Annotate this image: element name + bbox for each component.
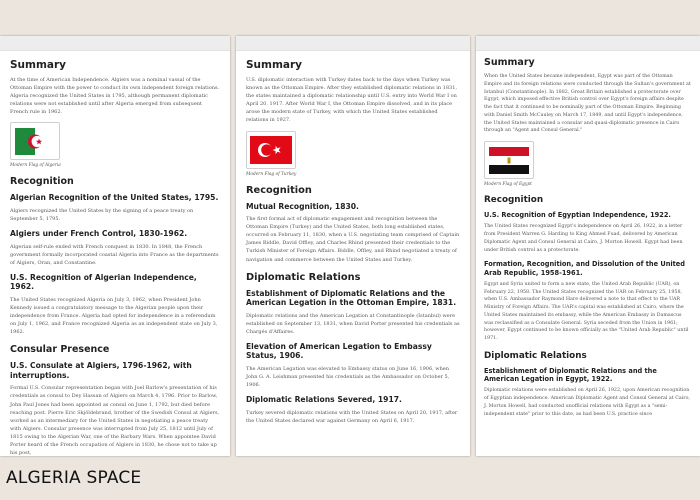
paragraph: Formal U.S. Consular representation began with Joel Barlow's presentation of his credentials as consul to Dey Hassan of Algiers on March 4, 1796. Prior to Barlow, John Paul Jones had been appointed as consul on June 1, 1792, but died before reaching post. Pierre Eric Skjöldebrand, brother of the Swedish Consul at Algiers, worked as an intermediary for the United States in negotiating a peace treaty with Algiers. Consular presence was interrupted from July 25, 1812 until July of 1815 owing to the Algerian War, one of the Barbary Wars. When appointee David Porter heard of the French occupation of Algiers in 1830, he chose not to take up his post,: [10, 385, 220, 456]
flag-caption: Modern Flag of Egypt: [484, 182, 532, 188]
subheading: U.S. Consulate at Algiers, 1796-1962, with interruptions.: [10, 361, 192, 380]
summary-text: U.S. diplomatic interaction with Turkey dates back to the days when Turkey was known as the Ottoman Empire. After they established diplomatic relations in 1831, the states maintained a diplomatic relationship until U.S. entry into World War I on April 20, 1917. After World War I, the Ottoman Empire dissolved, and in its place arose the modern state of Turkey, with which the United States established relations in 1927.: [246, 77, 457, 124]
flag-turkey-image[interactable]: [246, 131, 296, 169]
summary-heading: Summary: [484, 57, 535, 68]
panel-header-strip: [0, 36, 230, 51]
section-heading-recognition: Recognition: [10, 176, 74, 188]
subheading: Algerian Recognition of the United States, 1795.: [10, 193, 219, 203]
paragraph: Algiers recognized the United States by the signing of a peace treaty on September 5, 1795.: [10, 207, 194, 223]
subheading: Diplomatic Relations Severed, 1917.: [246, 395, 402, 405]
section-heading-recognition: Recognition: [246, 184, 312, 196]
turkey-flag-icon: [250, 136, 292, 164]
paragraph: Egypt and Syria united to form a new state, the United Arab Republic (UAR), on February 22, 1958. The United States recognized the UAR on February 25, 1958, when U.S. Ambassador Raymond Hare delivered a note to that effect to the UAR Ministry of Foreign Affairs. The UAR's capital was established at Cairo, where the United States maintained its embassy, while the American Embassy in Damascus was reclassified as a Consulate General. Syria seceded from the Union in 1961; however, Egypt continued to be known officially as the "United Arab Republic" until 1971.: [484, 281, 689, 342]
flag-caption: Modern Flag of Turkey: [246, 171, 297, 177]
summary-text: When the United States became independent, Egypt was part of the Ottoman Empire and its foreign relations were conducted through the Sultan's government at Istanbul (Constantinople). In 1882, Great Britain established a protectorate over Egypt, which imposed effective British control over Egypt's foreign affairs despite the fact that it continued to be nominally part of the Ottoman Empire. Beginning with Daniel Smith McCauley on March 17, 1849, and until Egypt's independence, the United States maintained a consular and quasi-diplomatic presence in Cairo through an "Agent and Consul General.": [484, 74, 691, 134]
paragraph: Diplomatic relations were established on April 26, 1922, upon American recognition of Egyptian independence. American Diplomatic Agent and Consul General at Cairo, J. Morton Howell, had conducted unofficial relations with Egypt as a "semi-independent state" prior to this date, as had been U.S. practice since: [484, 388, 690, 417]
paragraph: The United States recognized Algeria on July 3, 1962, when President John Kennedy issued a congratulatory message to the Algerian people upon their independence from France. Algeria had opted for independence in a referendum on July 1, 1962, and France recognized Algeria as an independent state on July 3, 1962.: [10, 296, 218, 336]
footer-label: ALGERIA SPACE: [6, 468, 142, 488]
article-panel-egypt: [476, 36, 700, 456]
section-heading-consular-presence: Consular Presence: [10, 344, 110, 356]
paragraph: The United States recognized Egypt's independence on April 26, 1922, in a letter from President Warren G. Harding to King Ahmed Fuad, delivered by American Diplomatic Agent and Consul General at Cairo, J. Morton Howell. Egypt had been under British control as a protectorate.: [484, 224, 683, 253]
subheading: Establishment of Diplomatic Relations and the American Legation in Egypt, 1922.: [484, 367, 657, 384]
paragraph: Algerian self-rule ended with French conquest in 1830. In 1848, the French government formally incorporated coastal Algeria into France as the departments of Algiers, Oran, and Constantine.: [10, 243, 219, 266]
subheading: Mutual Recognition, 1830.: [246, 201, 359, 211]
egypt-flag-icon: [489, 147, 529, 174]
subheading: U.S. Recognition of Algerian Independence, 1962.: [10, 272, 197, 292]
paragraph: Diplomatic relations and the American Legation at Constantinople (Istanbul) were established on September 13, 1831, when David Porter presented his credentials as Chargés d'Affaires.: [246, 312, 460, 335]
summary-heading: Summary: [246, 59, 303, 71]
subheading: Elevation of American Legation to Embassy Status, 1906.: [246, 341, 432, 361]
flag-algeria-image[interactable]: [10, 122, 60, 160]
summary-heading: Summary: [10, 59, 67, 71]
panel-header-strip: [476, 36, 700, 51]
subheading: Establishment of Diplomatic Relations and the American Legation in the Ottoman Empire, 1831.: [246, 288, 457, 308]
paragraph: The American Legation was elevated to Embassy status on June 16, 1906, when John G. A. Leishman presented his credentials as the Ambassador on October 5, 1906.: [246, 365, 450, 389]
paragraph: Turkey severed diplomatic relations with the United States on April 20, 1917, after the United States declared war against Germany on April 6, 1917.: [246, 409, 458, 424]
subheading: Formation, Recognition, and Dissolution of the United Arab Republic, 1958-1961.: [484, 260, 685, 277]
article-panel-turkey: [236, 36, 470, 456]
paragraph: The first formal act of diplomatic engagement and recognition between the Ottoman Empire (Turkey) and the United States, both long established states, occurred on February 11, 1830, when a U.S. negotiating team comprised of Captain James Biddle, David Offley, and Charles Rhind presented their credentials to the Turkish Minister of Foreign Affairs. Biddle, Offley, and Rhind negotiated a treaty of navigation and commerce between the United States and Turkey.: [246, 216, 460, 263]
summary-text: At the time of American Independence, Algiers was a nominal vassal of the Ottoman Empire with the power to conduct its own independent foreign relations. Algeria recognized the United States in 1795, although permanent diplomatic relations were not established until after Algeria emerged from subsequent French rule in 1962.: [10, 77, 220, 116]
subheading: U.S. Recognition of Egyptian Independence, 1922.: [484, 211, 671, 220]
flag-caption: Modern Flag of Algeria: [10, 163, 61, 169]
panel-header-strip: [236, 36, 470, 51]
flag-egypt-image[interactable]: [484, 141, 534, 179]
algeria-flag-icon: [15, 128, 55, 155]
section-heading-diplomatic-relations: Diplomatic Relations: [484, 351, 587, 362]
section-heading-recognition: Recognition: [484, 195, 544, 206]
article-panel-algeria: [0, 36, 230, 456]
subheading: Algiers under French Control, 1830-1962.: [10, 229, 188, 239]
section-heading-diplomatic-relations: Diplomatic Relations: [246, 271, 361, 283]
